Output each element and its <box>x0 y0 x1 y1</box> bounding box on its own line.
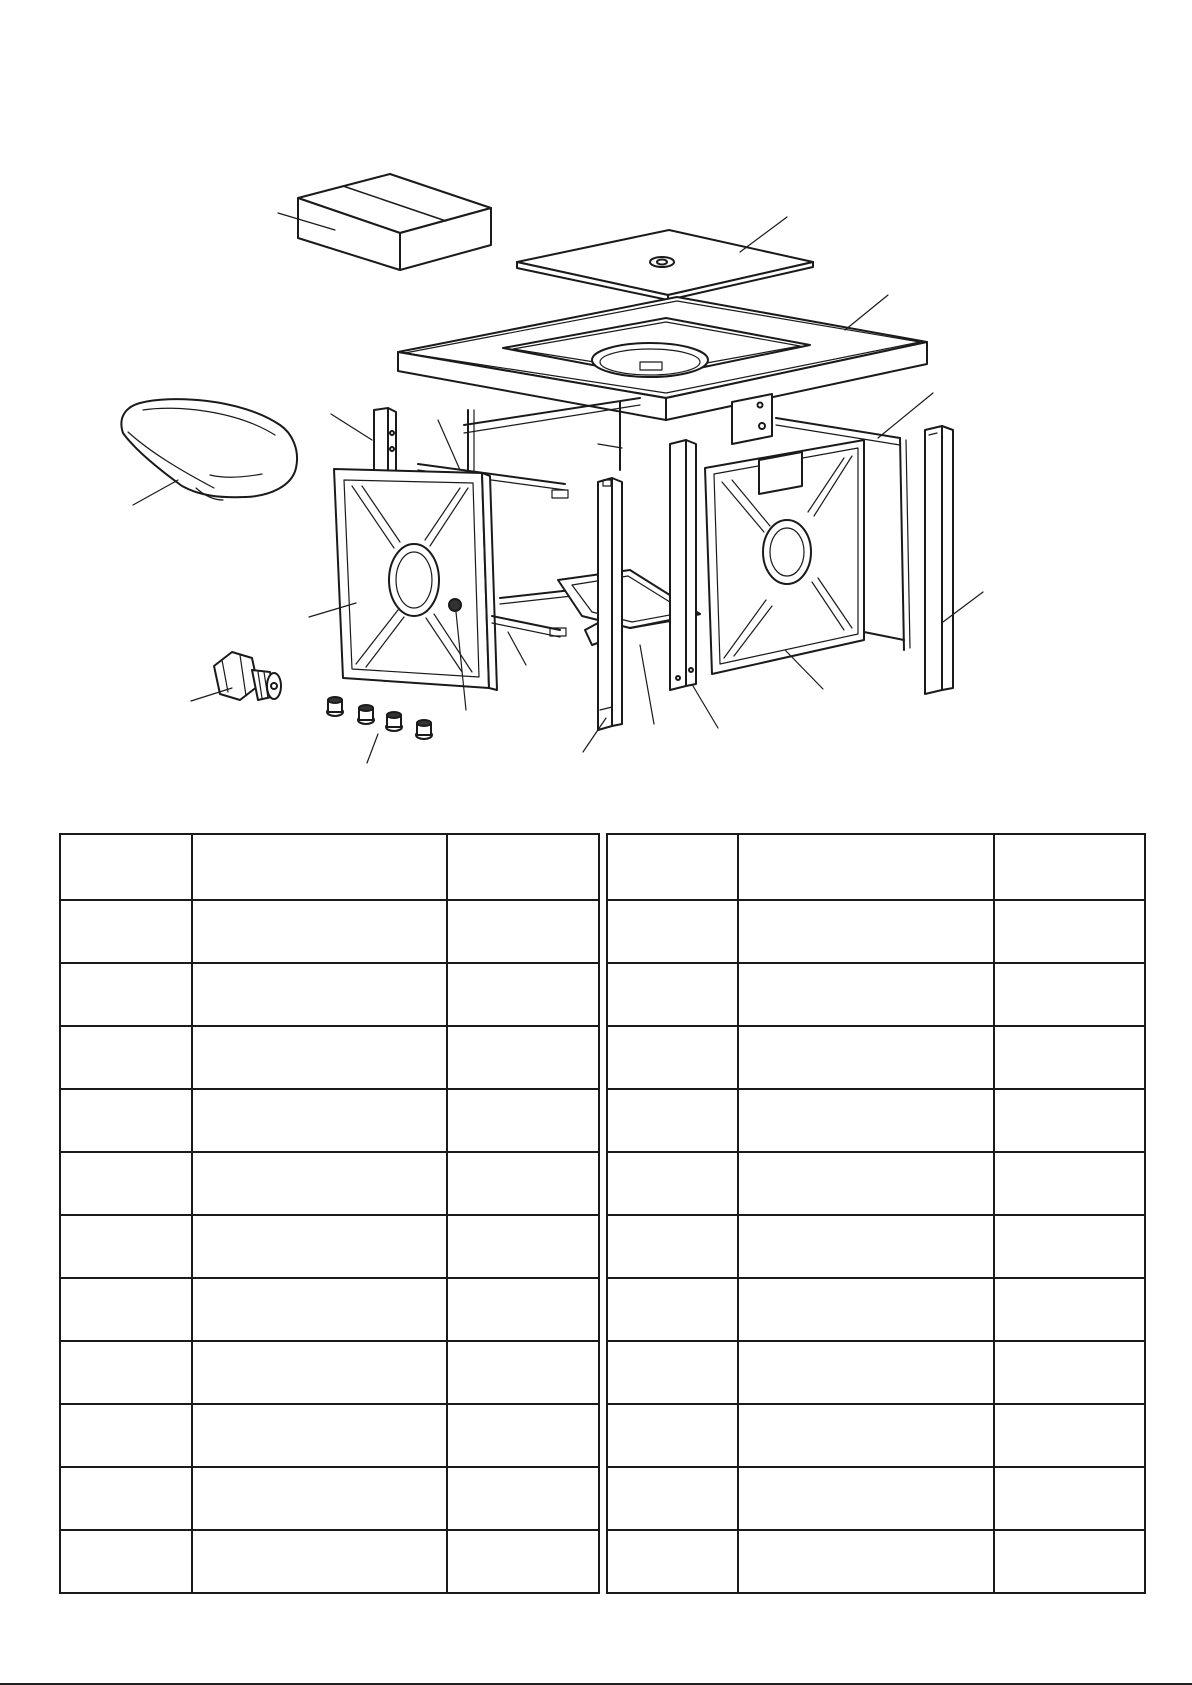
exploded-parts-diagram <box>0 0 1192 800</box>
rain-cover <box>121 399 297 500</box>
table-row <box>607 1089 1145 1152</box>
header-cell <box>738 834 994 900</box>
table-row <box>60 1026 599 1089</box>
table-cell <box>60 1152 192 1215</box>
leader-line <box>693 686 718 728</box>
table-cell <box>994 1089 1145 1152</box>
rear-leg-right <box>925 426 953 694</box>
right-front-post <box>670 440 696 690</box>
assembly-illustration <box>0 0 1192 800</box>
left-side-panel <box>334 469 497 690</box>
leader-line <box>133 480 178 505</box>
table-row <box>60 963 599 1026</box>
leader-line <box>331 414 372 440</box>
table-cell <box>994 1467 1145 1530</box>
parts-table-right <box>606 833 1146 1594</box>
table-cell <box>738 1215 994 1278</box>
lid-panel <box>517 230 813 300</box>
table-cell <box>607 963 738 1026</box>
table-cell <box>738 1341 994 1404</box>
table-cell <box>738 1530 994 1593</box>
table-cell <box>447 1467 599 1530</box>
table-cell <box>738 1278 994 1341</box>
table-row <box>60 1341 599 1404</box>
table-cell <box>60 1341 192 1404</box>
table-cell <box>192 1404 447 1467</box>
leader-line <box>785 650 823 689</box>
table-cell <box>192 1278 447 1341</box>
table-row <box>607 1341 1145 1404</box>
front-left-leg <box>598 478 622 730</box>
table-cell <box>994 900 1145 963</box>
header-cell <box>994 834 1145 900</box>
table-cell <box>607 1026 738 1089</box>
table-cell <box>60 1467 192 1530</box>
table-cell <box>994 963 1145 1026</box>
table-row <box>607 1530 1145 1593</box>
table-cell <box>60 1089 192 1152</box>
table-row <box>60 1278 599 1341</box>
leader-line <box>583 718 606 752</box>
table-cell <box>192 1089 447 1152</box>
table-row <box>607 1467 1145 1530</box>
table-cell <box>738 1089 994 1152</box>
parts-table-left <box>59 833 600 1594</box>
table-cell <box>738 963 994 1026</box>
table-cell <box>607 900 738 963</box>
table-header-row <box>60 834 599 900</box>
table-header-row <box>607 834 1145 900</box>
table-row <box>60 1467 599 1530</box>
table-cell <box>447 1089 599 1152</box>
gas-fitting <box>214 652 281 700</box>
table-cell <box>994 1404 1145 1467</box>
table-cell <box>738 1467 994 1530</box>
table-cell <box>607 1089 738 1152</box>
leader-line <box>367 734 378 763</box>
table-cell <box>60 900 192 963</box>
leader-line <box>740 217 787 252</box>
header-cell <box>192 834 447 900</box>
table-cell <box>738 900 994 963</box>
leader-line <box>598 444 622 448</box>
table-row <box>607 1152 1145 1215</box>
table-row <box>607 1404 1145 1467</box>
table-cell <box>738 1404 994 1467</box>
table-row <box>60 1215 599 1278</box>
table-row <box>607 900 1145 963</box>
table-cell <box>738 1026 994 1089</box>
table-row <box>60 900 599 963</box>
table-cell <box>607 1278 738 1341</box>
table-cell <box>60 963 192 1026</box>
table-row <box>60 1530 599 1593</box>
table-cell <box>994 1530 1145 1593</box>
table-cell <box>607 1467 738 1530</box>
table-cell <box>192 1467 447 1530</box>
table-row <box>607 1026 1145 1089</box>
table-cell <box>447 1152 599 1215</box>
table-cell <box>60 1404 192 1467</box>
table-cell <box>60 1530 192 1593</box>
header-cell <box>607 834 738 900</box>
control-box <box>732 394 772 444</box>
table-cell <box>447 1278 599 1341</box>
hardware-box <box>298 174 491 270</box>
table-cell <box>994 1152 1145 1215</box>
table-cell <box>447 1026 599 1089</box>
table-cell <box>994 1341 1145 1404</box>
table-cell <box>994 1278 1145 1341</box>
table-cell <box>192 1152 447 1215</box>
table-cell <box>447 1215 599 1278</box>
table-cell <box>60 1278 192 1341</box>
table-cell <box>192 1215 447 1278</box>
table-cell <box>447 1404 599 1467</box>
table-cell <box>60 1026 192 1089</box>
table-cell <box>607 1341 738 1404</box>
table-row <box>607 1215 1145 1278</box>
table-row <box>60 1404 599 1467</box>
knob-screws <box>327 697 432 739</box>
table-cell <box>738 1152 994 1215</box>
table-cell <box>447 1530 599 1593</box>
table-cell <box>192 1341 447 1404</box>
table-cell <box>994 1215 1145 1278</box>
leader-line <box>508 632 526 665</box>
table-cell <box>607 1404 738 1467</box>
table-row <box>60 1089 599 1152</box>
table-cell <box>447 900 599 963</box>
leader-line <box>845 295 888 330</box>
table-cell <box>607 1530 738 1593</box>
table-cell <box>994 1026 1145 1089</box>
leader-line <box>640 645 654 724</box>
table-cell <box>447 1341 599 1404</box>
leader-line <box>438 420 460 470</box>
table-cell <box>192 963 447 1026</box>
header-cell <box>60 834 192 900</box>
right-side-panel <box>705 440 864 674</box>
table-cell <box>607 1152 738 1215</box>
table-cell <box>607 1215 738 1278</box>
table-row <box>607 963 1145 1026</box>
table-row <box>60 1152 599 1215</box>
table-cell <box>192 1530 447 1593</box>
table-cell <box>192 1026 447 1089</box>
table-cell <box>447 963 599 1026</box>
table-row <box>607 1278 1145 1341</box>
table-cell <box>192 900 447 963</box>
table-cell <box>60 1215 192 1278</box>
table-top-frame <box>398 297 927 420</box>
header-cell <box>447 834 599 900</box>
